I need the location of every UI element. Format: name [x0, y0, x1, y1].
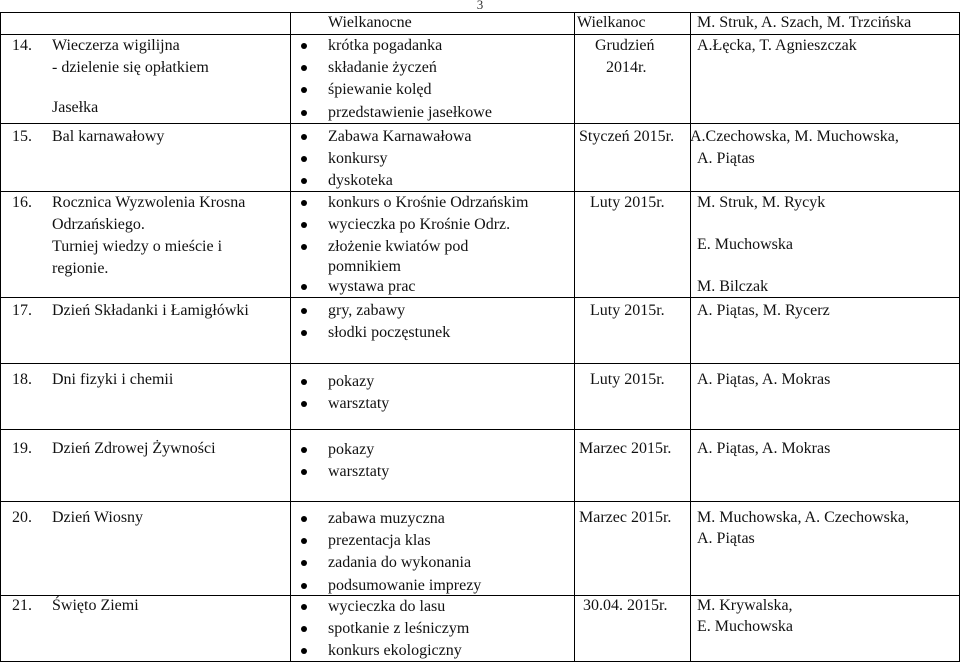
event-date: 2014r. [606, 59, 647, 76]
row-number: 21. [12, 597, 32, 614]
event-people: A. Piątas, A. Mokras [697, 440, 831, 457]
grid-line [0, 363, 960, 364]
event-name: Dzień Zdrowej Żywności [52, 440, 216, 457]
activity-list [284, 439, 389, 483]
activity-list [284, 508, 481, 597]
list-item: spotkanie z leśniczym [284, 618, 469, 640]
row-number: 16. [12, 194, 32, 211]
list-item: konkurs o Krośnie Odrzańskim [284, 192, 528, 214]
event-people: E. Muchowska [697, 236, 793, 253]
event-date: Styczeń 2015r. [579, 128, 675, 145]
event-name: Bal karnawałowy [52, 128, 165, 145]
event-name: Turniej wiedzy o mieście i [52, 238, 223, 255]
event-people: M. Struk, M. Rycyk [697, 194, 826, 211]
cell-date-top: Wielkanoc [577, 14, 646, 31]
event-name: Dzień Wiosny [52, 509, 144, 526]
grid-line [0, 297, 960, 298]
event-people: A. Piątas [697, 150, 755, 167]
event-date: 30.04. 2015r. [583, 597, 668, 614]
event-date: Marzec 2015r. [579, 440, 672, 457]
event-date: Luty 2015r. [590, 302, 665, 319]
list-item: zabawa muzyczna [284, 508, 481, 530]
grid-line [0, 501, 960, 502]
list-item: wycieczka po Krośnie Odrz. [284, 214, 528, 236]
activity-list [284, 276, 416, 298]
list-item: zadania do wykonania [284, 552, 481, 574]
event-date: Grudzień [595, 37, 655, 54]
cell-activity-top: Wielkanocne [328, 14, 412, 31]
row-number: 14. [12, 37, 32, 54]
event-people: E. Muchowska [697, 618, 793, 635]
page-number: 3 [476, 0, 484, 12]
list-item: dyskoteka [284, 170, 471, 192]
cell-people-top: M. Struk, A. Szach, M. Trzcińska [697, 14, 912, 31]
list-item: warsztaty [284, 461, 389, 483]
list-item: złożenie kwiatów pod [284, 236, 528, 258]
row-number: 15. [12, 128, 32, 145]
list-item: przedstawienie jasełkowe [284, 102, 492, 124]
event-people: A.Czechowska, M. Muchowska, [690, 128, 899, 145]
activity-list [284, 371, 389, 415]
activity-continuation: pomnikiem [328, 258, 401, 275]
event-date: Marzec 2015r. [579, 509, 672, 526]
row-number: 20. [12, 509, 32, 526]
event-name: Odrzańskiego. [52, 216, 145, 233]
list-item: konkurs ekologiczny [284, 640, 469, 662]
event-name: Dzień Składanki i Łamigłówki [52, 302, 249, 319]
grid-line [0, 429, 960, 430]
event-people: A.Łęcka, T. Agnieszczak [697, 37, 857, 54]
event-name: Rocznica Wyzwolenia Krosna [52, 194, 246, 211]
event-people: M. Muchowska, A. Czechowska, [697, 509, 909, 526]
list-item: pokazy [284, 371, 389, 393]
event-name: Święto Ziemi [52, 597, 139, 614]
list-item: warsztaty [284, 393, 389, 415]
event-date: Luty 2015r. [590, 194, 665, 211]
row-number: 18. [12, 371, 32, 388]
event-people: M. Bilczak [697, 278, 769, 295]
activity-list [284, 35, 492, 124]
list-item: pokazy [284, 439, 389, 461]
list-item: Zabawa Karnawałowa [284, 126, 471, 148]
event-name: - dzielenie się opłatkiem [52, 59, 209, 76]
list-item: krótka pogadanka [284, 35, 492, 57]
event-date: Luty 2015r. [590, 371, 665, 388]
event-name: Wieczerza wigilijna [52, 37, 180, 54]
list-item: prezentacja klas [284, 530, 481, 552]
event-people: A. Piątas, M. Rycerz [697, 302, 830, 319]
event-people: A. Piątas [697, 530, 755, 547]
list-item: podsumowanie imprezy [284, 575, 481, 597]
activity-list [284, 126, 471, 193]
list-item: słodki poczęstunek [284, 322, 450, 344]
grid-line [690, 12, 691, 662]
list-item: śpiewanie kolęd [284, 79, 492, 101]
list-item: konkursy [284, 148, 471, 170]
grid-line [0, 12, 1, 662]
activity-list [284, 192, 528, 259]
list-item: składanie życzeń [284, 57, 492, 79]
list-item: wystawa prac [284, 276, 416, 298]
list-item: gry, zabawy [284, 300, 450, 322]
event-people: A. Piątas, A. Mokras [697, 371, 831, 388]
event-name: Jasełka [52, 99, 99, 116]
row-number: 19. [12, 440, 32, 457]
activity-list [284, 596, 469, 663]
event-name: Dni fizyki i chemii [52, 371, 174, 388]
activity-list [284, 300, 450, 344]
grid-line [574, 12, 575, 662]
event-name: regionie. [52, 260, 109, 277]
event-people: M. Krywalska, [697, 597, 793, 614]
row-number: 17. [12, 302, 32, 319]
list-item: wycieczka do lasu [284, 596, 469, 618]
